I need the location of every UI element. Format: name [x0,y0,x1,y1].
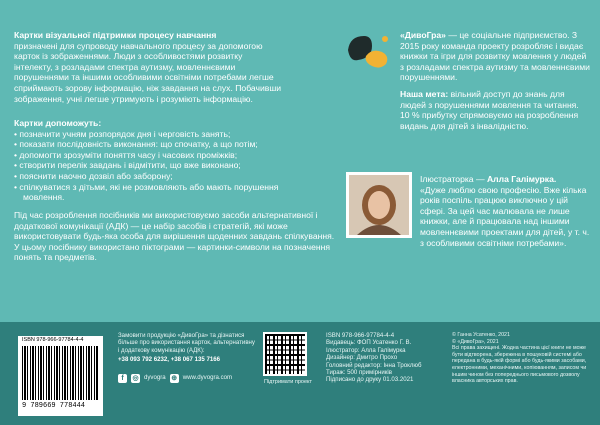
imprint-line: Видавець: ФОП Усатенко Г. В. [326,339,412,347]
copyright-line: © «ДивоГра», 2021 [452,338,499,345]
copyright-line: © Ганна Усатенко, 2021 [452,332,510,338]
globe-icon: ⊕ [171,374,178,382]
barcode-bars [22,346,99,400]
cards-title: Картки візуальної підтримки процесу навчання [14,30,217,40]
illustrator-label: Ілюстраторка — [420,174,487,184]
imprint-line: Головний редактор: Інна Троклюб [326,361,422,369]
about-name: «ДивоГра» [400,30,446,40]
imprint-line: Тираж: 500 примірників [326,369,393,377]
isbn-top: ISBN 978-966-97784-4-4 [22,337,84,343]
list-item: • створити перелік завдань і відмітити, що вже виконано; [14,160,292,171]
list-item: • допомогти зрозуміти поняття часу і часових проміжків; [14,150,292,161]
social-row [118,374,258,383]
list-item: • позначити учням розпорядок дня і черговість занять; [14,129,292,140]
isbn-bottom: 9 789669 778444 [22,402,86,410]
adk-paragraph: Під час розроблення посібників ми використовуємо засоби альтернативної і додаткової комунікації (АДК) — це набір засобів і стратегій, які може використовувати будь-яка особа для вирішення щоденних завдань спілкування. У цьому посібнику використано піктограми — картинки-символи на позначення понять та предметів. [14,210,335,263]
imprint-line: ISBN 978-966-97784-4-4 [326,332,395,339]
help-list [14,129,292,203]
qr-caption: Підтримати проект [263,379,312,385]
list-item: • спілкуватися з дітьми, які не розмовляють або мають порушення мовлення. [14,182,292,203]
imprint-line: Ілюстратор: Алла Галімурка [326,346,406,354]
cards-intro-text: призначені для супроводу навчального процесу за допомогою карток із зображеннями. Люди з особливостями розвитку інтелекту, з розладами спектра аутизму, мовленнєвими порушеннями та іншими особливими освітніми потребами легше сприймають зорову інформацію, ніж завдання на слух. Побачивши зображення, учні легше утримують і розуміють інформацію. [14,40,282,104]
about-text: — це соціальне підприємство. З 2015 року команда проекту розробляє і видає книжки та ігри для розвитку мовлення у людей з розладами спектра аутизму та мовленнєвими порушеннями. [400,30,590,83]
website-link[interactable]: www.dyvogra.com [182,374,233,382]
order-block [118,332,258,383]
illustrator-photo [346,172,412,238]
qr-code[interactable] [263,332,307,376]
help-title: Картки допоможуть: [14,118,102,128]
goal-text: вільний доступ до знань для людей з порушеннями мовлення та читання. 10 % прибутку спрямовуємо на розроблення видань для дітей з інвалідністю. [400,89,579,131]
illustrator-quote: «Дуже люблю свою професію. Вже кілька років поспіль працюю виключно у цій сфері. За цей час малювала не лише книжки, але й працювала над іншими мовленнєвими проектами для дітей, у т. ч. з особливими освітніми потребами». [420,184,590,248]
illustrator-name: Алла Галімурка. [486,174,557,184]
imprint-block [326,332,446,384]
goal-block [400,89,590,131]
list-item: • пояснити наочно дозвіл або заборону; [14,171,292,182]
facebook-icon[interactable]: f [118,374,127,383]
list-item: • показати послідовність виконання: що спочатку, а що потім; [14,139,292,150]
footer-strip [0,322,600,425]
barcode [18,336,103,416]
imprint-line: Підписано до друку 01.03.2021 [326,376,414,384]
goal-label: Наша мета: [400,89,449,99]
dyvogra-logo [342,30,394,70]
about-block [400,30,590,83]
instagram-icon[interactable]: ◎ [132,374,139,382]
illustrator-block [420,174,592,248]
order-text: Замовити продукцію «ДивоГра» та дізнатися більше про використання карток, альтернативну і додаткову комунікацію (АДК): [118,332,255,354]
imprint-line: Дизайнер: Дмитро Прохо [326,354,398,362]
social-handle[interactable]: dyvogra [144,374,166,382]
copyright-block [452,332,590,385]
left-intro-block [14,30,282,104]
phones: +38 093 792 6232, +38 067 135 7166 [118,356,220,364]
help-block [14,118,292,203]
copyright-notice: Всі права захищені. Жодна частина цієї книги не може бути відтворена, збережена в пошуковій системі або передана в будь-якій формі або будь-якими засобами, електронними, механічними, копіюванням, записом чи іншим чином без попереднього письмового дозволу власника авторських прав. [452,345,587,385]
